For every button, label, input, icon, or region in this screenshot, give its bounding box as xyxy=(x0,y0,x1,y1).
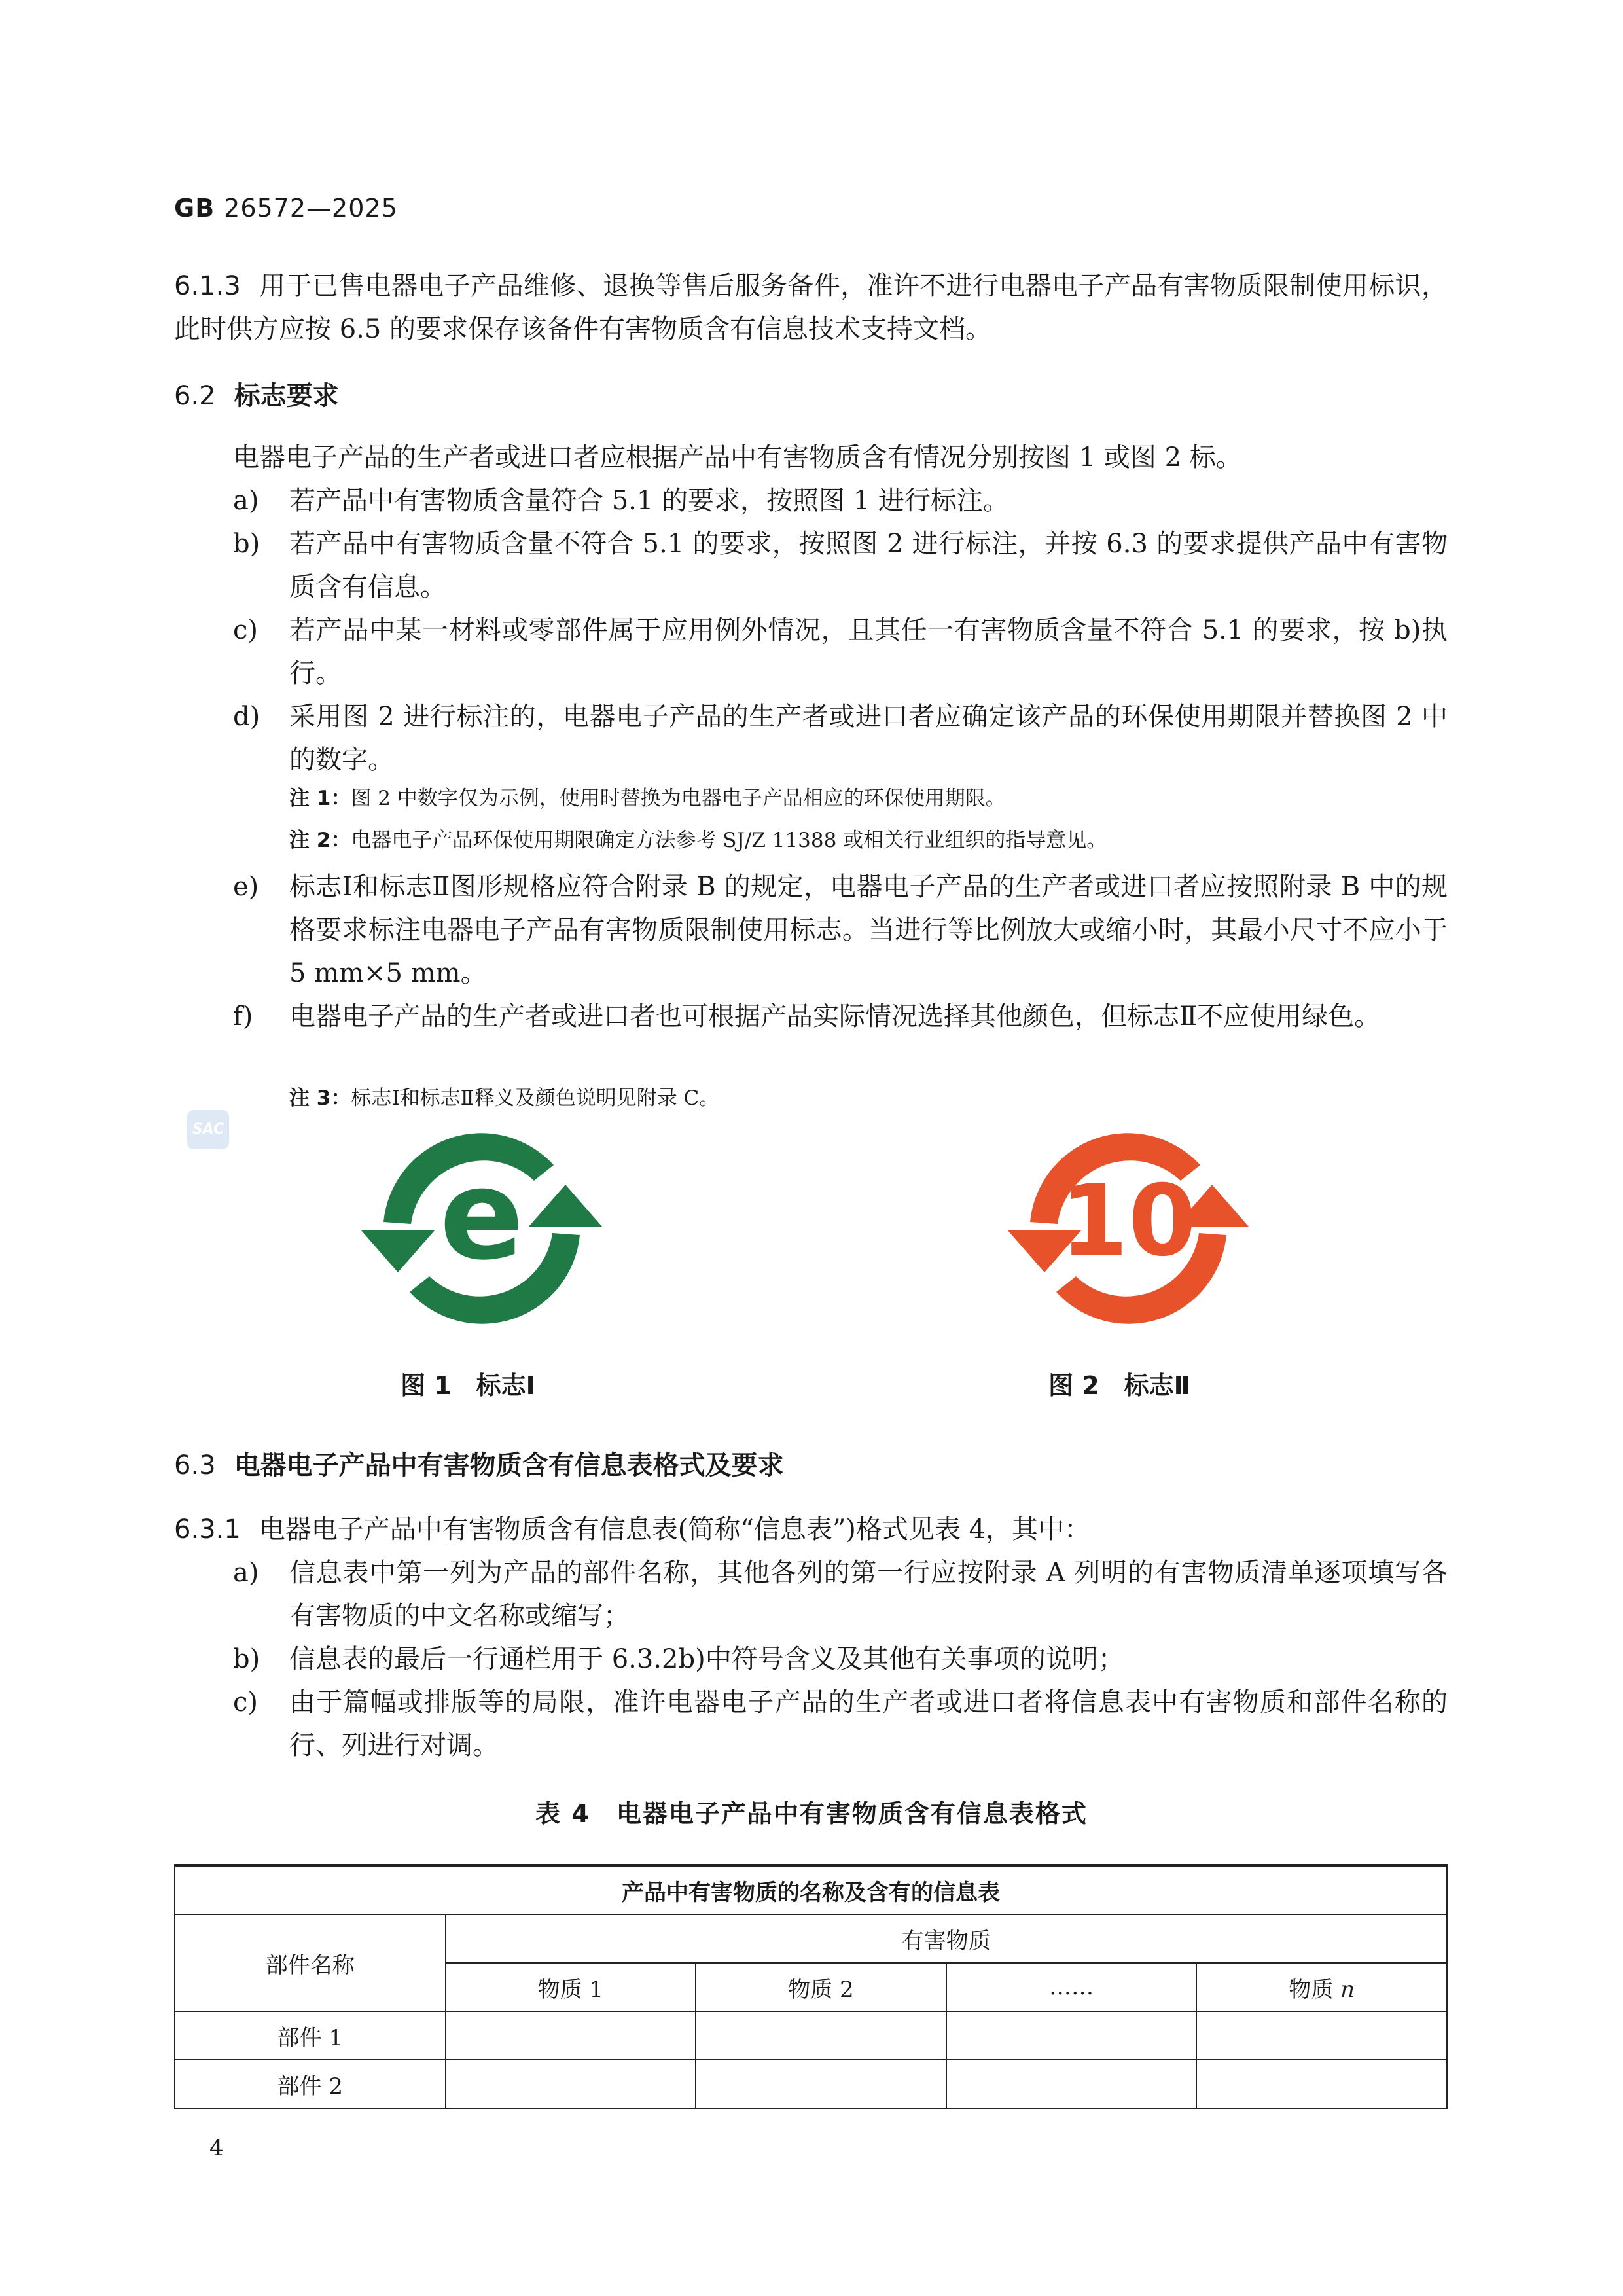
logo-i-left-arrowhead xyxy=(361,1230,435,1272)
logo-i xyxy=(357,1121,606,1339)
table-header-row xyxy=(175,1914,1447,1963)
standard-prefix: GB xyxy=(174,194,215,223)
table-cell xyxy=(946,2011,1197,2060)
figure-1-caption: 图 1 标志Ⅰ xyxy=(401,1371,535,1400)
clause-6-3-heading xyxy=(174,1444,1448,1487)
list-label: b) xyxy=(233,529,260,559)
list-item xyxy=(233,479,1448,522)
substance-n-var: n xyxy=(1340,1976,1355,2003)
list-item xyxy=(233,865,1448,995)
note-3 xyxy=(289,1084,719,1113)
list-label: a) xyxy=(233,486,259,516)
clause-number: 6.2 xyxy=(174,381,216,411)
table-row xyxy=(175,2011,1447,2060)
clause-6-1-3 xyxy=(174,264,1448,351)
table-row xyxy=(175,2060,1447,2108)
list-text: 若产品中有害物质含量符合 5.1 的要求，按照图 1 进行标注。 xyxy=(289,486,1009,516)
list-label: b) xyxy=(233,1644,260,1674)
hazard-header: 有害物质 xyxy=(446,1914,1447,1963)
table-cell xyxy=(696,2060,946,2108)
list-text: 信息表中第一列为产品的部件名称，其他各列的第一行应按附录 A 列明的有害物质清单逐项填写各有害物质的中文名称或缩写； xyxy=(289,1558,1448,1631)
list-label: c) xyxy=(233,1687,259,1717)
part-name-cell: 部件 1 xyxy=(175,2011,446,2060)
table-cell xyxy=(946,2060,1197,2108)
logo-i-letter: e xyxy=(439,1143,524,1287)
list-text: 若产品中有害物质含量不符合 5.1 的要求，按照图 2 进行标注，并按 6.3 的要求提供产品中有害物质含有信息。 xyxy=(289,529,1448,602)
table-cell xyxy=(696,2011,946,2060)
clause-text: 电器电子产品中有害物质含有信息表(简称“信息表”)格式见表 4，其中： xyxy=(259,1515,1091,1545)
figure-2-caption: 图 2 标志Ⅱ xyxy=(1048,1371,1190,1400)
list-item xyxy=(233,522,1448,609)
note-2 xyxy=(289,826,1107,855)
clause-6-2-heading xyxy=(174,374,1448,418)
note-text: 图 2 中数字仅为示例，使用时替换为电器电子产品相应的环保使用期限。 xyxy=(351,787,1006,810)
list-label: f) xyxy=(233,1001,253,1031)
list-item xyxy=(233,1681,1448,1767)
table-cell xyxy=(1196,2011,1447,2060)
list-text: 标志Ⅰ和标志Ⅱ图形规格应符合附录 B 的规定，电器电子产品的生产者或进口者应按照附录 B 中的规格要求标注电器电子产品有害物质限制使用标志。当进行等比例放大或缩小时，其最小尺寸不应小于 5 mm×5 mm。 xyxy=(289,872,1448,988)
part-name-header: 部件名称 xyxy=(175,1914,446,2011)
clause-number: 6.3 xyxy=(174,1450,216,1480)
list-text: 电器电子产品的生产者或进口者也可根据产品实际情况选择其他颜色，但标志Ⅱ不应使用绿色。 xyxy=(289,1001,1381,1031)
note-label: 注 2： xyxy=(289,829,351,852)
note-text: 标志Ⅰ和标志Ⅱ释义及颜色说明见附录 C。 xyxy=(351,1086,720,1110)
list-item xyxy=(233,995,1448,1038)
recycle-10-icon xyxy=(1004,1121,1253,1336)
list-item xyxy=(233,1551,1448,1638)
note-1 xyxy=(289,784,1006,813)
standard-header xyxy=(174,194,398,223)
page-number: 4 xyxy=(209,2135,224,2161)
list-label: e) xyxy=(233,872,259,902)
list-item xyxy=(233,1638,1448,1681)
list-text: 采用图 2 进行标注的，电器电子产品的生产者或进口者应确定该产品的环保使用期限并替换图 2 中的数字。 xyxy=(289,702,1448,775)
clause-title: 电器电子产品中有害物质含有信息表格式及要求 xyxy=(234,1450,784,1480)
clause-number: 6.1.3 xyxy=(174,271,241,301)
list-item xyxy=(233,609,1448,695)
clause-number: 6.3.1 xyxy=(174,1515,241,1545)
substance-header: 物质 1 xyxy=(446,1963,696,2011)
substance-header xyxy=(1196,1963,1447,2011)
logo-i-right-arrowhead xyxy=(529,1185,602,1227)
list-item xyxy=(233,695,1448,781)
list-text: 信息表的最后一行通栏用于 6.3.2b)中符号含义及其他有关事项的说明； xyxy=(289,1644,1124,1674)
logo-ii-number: 10 xyxy=(1060,1164,1197,1278)
clause-title: 标志要求 xyxy=(234,381,339,411)
table-cell xyxy=(446,2011,696,2060)
list-text: 若产品中某一材料或零部件属于应用例外情况，且其任一有害物质含量不符合 5.1 的要求，按 b)执行。 xyxy=(289,615,1448,689)
note-text: 电器电子产品环保使用期限确定方法参考 SJ/Z 11388 或相关行业组织的指导意见。 xyxy=(351,829,1107,852)
standard-number: 26572—2025 xyxy=(224,194,398,223)
list-label: c) xyxy=(233,615,259,645)
list-text: 由于篇幅或排版等的局限，准许电器电子产品的生产者或进口者将信息表中有害物质和部件名称的行、列进行对调。 xyxy=(289,1687,1448,1761)
logo-ii xyxy=(1004,1121,1253,1339)
table-4-title: 表 4 电器电子产品中有害物质含有信息表格式 xyxy=(535,1799,1088,1828)
part-name-cell: 部件 2 xyxy=(175,2060,446,2108)
table-caption-row xyxy=(175,1865,1447,1914)
note-label: 注 1： xyxy=(289,787,351,810)
hazard-info-table xyxy=(174,1864,1448,2109)
table-cell xyxy=(446,2060,696,2108)
clause-6-3-1 xyxy=(174,1508,1448,1551)
clause-text: 用于已售电器电子产品维修、退换等售后服务备件，准许不进行电器电子产品有害物质限制使用标识，此时供方应按 6.5 的要求保存该备件有害物质含有信息技术支持文档。 xyxy=(174,271,1448,344)
sac-watermark: SAC xyxy=(187,1110,229,1149)
list-label: a) xyxy=(233,1558,259,1588)
note-label: 注 3： xyxy=(289,1086,351,1110)
substance-header: …… xyxy=(946,1963,1197,2011)
table-cell xyxy=(1196,2060,1447,2108)
clause-6-2-intro: 电器电子产品的生产者或进口者应根据产品中有害物质含有情况分别按图 1 或图 2 标。 xyxy=(233,442,1242,473)
table-caption: 产品中有害物质的名称及含有的信息表 xyxy=(175,1865,1447,1914)
list-label: d) xyxy=(233,702,260,732)
substance-n-prefix: 物质 xyxy=(1289,1976,1334,2003)
substance-header: 物质 2 xyxy=(696,1963,946,2011)
recycle-e-icon xyxy=(357,1121,606,1336)
